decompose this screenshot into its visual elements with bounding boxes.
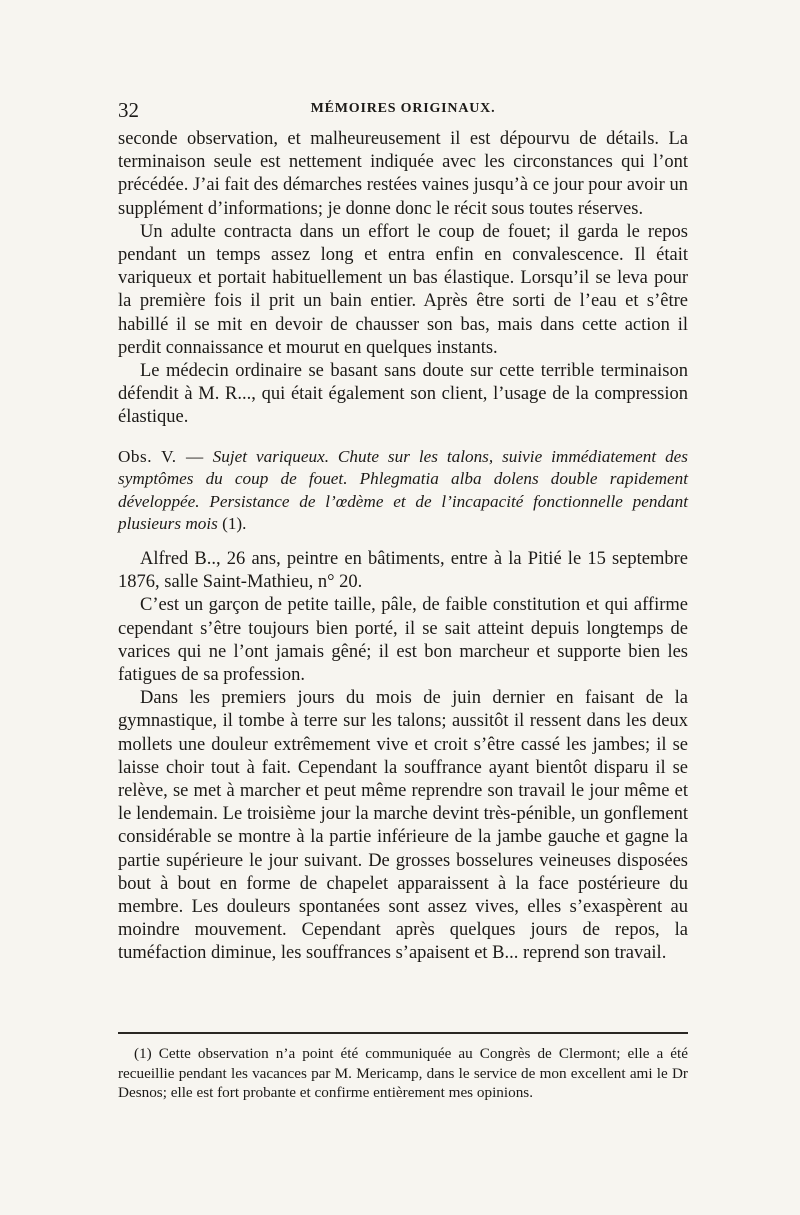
- observation-heading: [118, 446, 688, 536]
- body-text: [118, 128, 688, 966]
- page-header: [118, 96, 688, 122]
- paragraph-case-summary: Un adulte contracta dans un effort le coup de fouet; il garda le repos pendant un temps assez long et entra enfin en convalescence. Il était variqueux et portait habituellement un bas élastique. Lorsqu’il se leva pour la première fois il prit un bain entier. Après être sorti de l’eau et s’être habillé il se mit en devoir de chausser son bas, mais dans cette action il perdit connaissance et mourut en quelques instants.: [118, 221, 688, 358]
- footnote-divider: [118, 1032, 688, 1034]
- footnote-reference: (1).: [222, 514, 247, 534]
- paragraph-physician-advice: Le médecin ordinaire se basant sans doute sur cette terrible terminaison défendit à M. R..., qui était également son client, l’usage de la compression élastique.: [118, 361, 688, 428]
- running-title: MÉMOIRES ORIGINAUX.: [310, 101, 496, 116]
- paragraph-accident-description: Dans les premiers jours du mois de juin dernier en faisant de la gymnastique, il tombe à terre sur les talons; aussitôt il ressent dans les deux mollets une douleur extrêmement vive et croit s’être cassé les jambes; il se laisse choir tout à fait. Cependant la souffrance ayant bientôt disparu il se relève, se met à marcher et peut même reprendre son travail le jour même et le lendemain. Le troisième jour la marche devint très-pénible, un gonflement considérable se montre à la partie inférieure de la jambe gauche et gagne la partie supérieure le jour suivant. De grosses bosselures veineuses disposées bout à bout en forme de chapelet apparaissent à la face postérieure du membre. Les douleurs spontanées sont assez vives, elles s’exaspèrent au moindre mouvement. Cependant après quelques jours de repos, la tuméfaction diminue, les souffrances s’apaisent et B... reprend son travail.: [118, 688, 688, 964]
- paragraph-patient-admission: Alfred B.., 26 ans, peintre en bâtiments, entre à la Pitié le 15 septembre 1876, salle Saint-Mathieu, n° 20.: [118, 549, 688, 593]
- page-number: 32: [118, 98, 139, 122]
- paragraph-patient-history: C’est un garçon de petite taille, pâle, de faible constitution et qui affirme cependant s’être toujours bien porté, il se sait atteint depuis longtemps de varices qui ne l’ont jamais gêné; il est bon marcheur et supporte bien les fatigues de sa profession.: [118, 595, 688, 686]
- paragraph-continuation: seconde observation, et malheureusement il est dépourvu de détails. La terminaison seule est nettement indiquée avec les circonstances qui l’ont précédée. J’ai fait des démarches restées vaines jusqu’à ce jour pour avoir un supplément d’informations; je donne donc le récit sous toutes réserves.: [118, 129, 688, 219]
- observation-label: Obs. V. —: [118, 446, 204, 466]
- footnote: (1) Cette observation n’a point été communiquée au Congrès de Clermont; elle a été recueillie pendant les vacances par M. Mericamp, dans le service de mon excellent ami le Dr Desnos; elle est fort probante et confirme entièrement mes opinions.: [118, 1045, 688, 1102]
- observation-title: Sujet variqueux. Chute sur les talons, suivie immédiatement des symptômes du coup de fouet. Phlegmatia alba dolens double rapidement développée. Persistance de l’œdème et de l’incapacité fonctionnelle pendant plusieurs mois: [118, 446, 688, 534]
